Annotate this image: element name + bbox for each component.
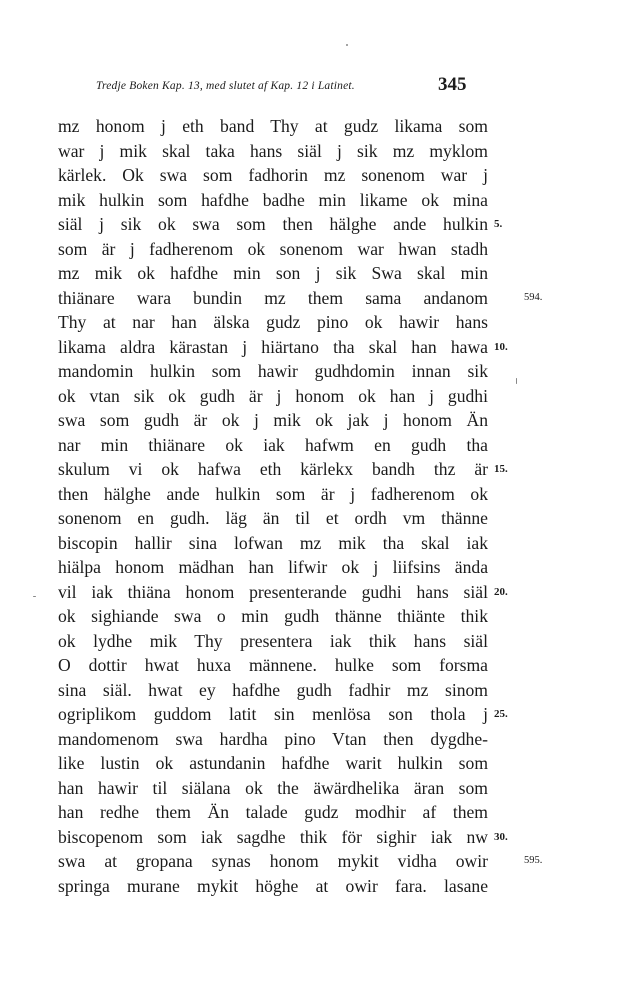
text-line: likama aldra kärastan j hiärtano tha skal han hawa bbox=[58, 336, 488, 357]
line-number: 10. bbox=[494, 340, 508, 353]
text-line: biscopenom som iak sagdhe thik för sighir iak nw bbox=[58, 826, 488, 847]
text-line: ok lydhe mik Thy presentera iak thik hans siäl bbox=[58, 630, 488, 651]
text-line: ogriplikom guddom latit sin menlösa son thola j bbox=[58, 704, 488, 724]
text-line: han hawir til siälana ok the äwärdhelika äran som bbox=[58, 777, 488, 798]
paper-speck bbox=[516, 378, 517, 384]
text-line: nar min thiänare ok iak hafwm en gudh tha bbox=[58, 434, 488, 455]
margin-reference: 594. bbox=[524, 291, 543, 303]
text-line: O dottir hwat huxa männene. hulke som forsma bbox=[58, 655, 488, 675]
line-number: 20. bbox=[494, 585, 508, 598]
text-line: then hälghe ande hulkin som är j fadherenom ok bbox=[58, 483, 488, 504]
text-line: mz honom j eth band Thy at gudz likama som bbox=[58, 116, 488, 136]
text-line: springa murane mykit höghe at owir fara. lasane bbox=[58, 875, 488, 896]
text-line: skulum vi ok hafwa eth kärlekx bandh thz är bbox=[58, 459, 488, 479]
text-line: swa som gudh är ok j mik ok jak j honom Än bbox=[58, 410, 488, 430]
text-line: mz mik ok hafdhe min son j sik Swa skal min bbox=[58, 263, 488, 283]
text-line: swa at gropana synas honom mykit vidha owir bbox=[58, 851, 488, 871]
text-line: hiälpa honom mädhan han lifwir ok j liifsins ända bbox=[58, 557, 488, 577]
text-line: war j mik skal taka hans siäl j sik mz myklom bbox=[58, 140, 488, 161]
paper-speck bbox=[33, 596, 36, 597]
text-line: biscopin hallir sina lofwan mz mik tha skal iak bbox=[58, 532, 488, 553]
line-number: 30. bbox=[494, 830, 508, 843]
text-line: mik hulkin som hafdhe badhe min likame ok mina bbox=[58, 189, 488, 210]
text-line: ok sighiande swa o min gudh thänne thiänte thik bbox=[58, 606, 488, 626]
text-line: han redhe them Än talade gudz modhir af them bbox=[58, 802, 488, 822]
text-line: thiänare wara bundin mz them sama andanom bbox=[58, 287, 488, 308]
margin-reference: 595. bbox=[524, 855, 543, 866]
text-line: sina siäl. hwat ey hafdhe gudh fadhir mz sinom bbox=[58, 679, 488, 700]
text-line: Thy at nar han älska gudz pino ok hawir hans bbox=[58, 312, 488, 332]
text-line: som är j fadherenom ok sonenom war hwan stadh bbox=[58, 238, 488, 259]
paper-speck bbox=[346, 44, 348, 46]
text-line: mandomin hulkin som hawir gudhdomin innan sik bbox=[58, 361, 488, 381]
line-number: 15. bbox=[494, 463, 508, 475]
text-line: siäl j sik ok swa som then hälghe ande hulkin bbox=[58, 214, 488, 234]
running-header: Tredje Boken Kap. 13, med slutet af Kap. 12 i Latinet. bbox=[96, 80, 355, 92]
line-number: 25. bbox=[494, 708, 508, 720]
text-line: ok vtan sik ok gudh är j honom ok han j gudhi bbox=[58, 385, 488, 406]
text-line: kärlek. Ok swa som fadhorin mz sonenom war j bbox=[58, 165, 488, 185]
text-line: mandomenom swa hardha pino Vtan then dygdhe- bbox=[58, 728, 488, 749]
text-line: like lustin ok astundanin hafdhe warit hulkin som bbox=[58, 753, 488, 773]
body-text bbox=[58, 114, 488, 898]
line-number: 5. bbox=[494, 218, 503, 230]
page-number: 345 bbox=[438, 74, 467, 95]
text-line: sonenom en gudh. läg än til et ordh vm thänne bbox=[58, 508, 488, 528]
text-line: vil iak thiäna honom presenterande gudhi hans siäl bbox=[58, 581, 488, 602]
